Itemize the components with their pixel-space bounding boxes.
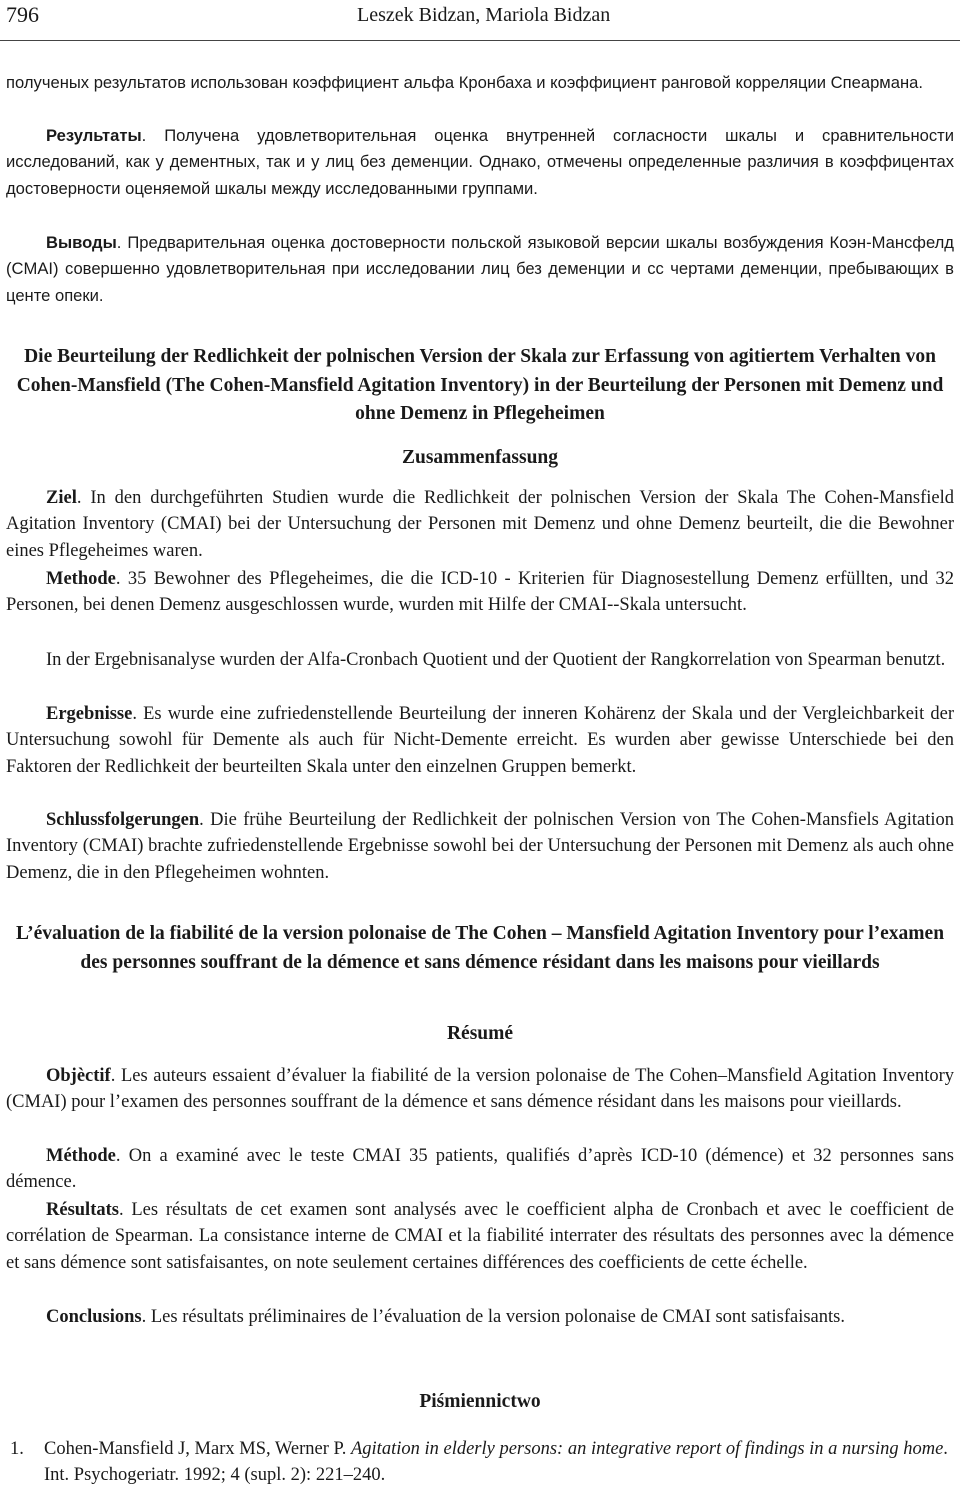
de-aim-text: . In den durchgeführten Studien wurde die Redlichkeit der polnischen Version der Skala The Cohen-Mansfield Agitation Inventory (CMAI) bei der Untersuchung der Personen mit Demenz und ohne Demenz beurteilt, die die Bewohner eines Pflegeheimes waren. (6, 488, 954, 561)
fr-paragraph-conclusions (6, 1304, 954, 1330)
de-method-label: Methode (46, 569, 116, 589)
fr-conclusions-text: . Les résultats préliminaires de l’évaluation de la version polonaise de CMAI sont satisfaisants. (141, 1307, 845, 1327)
references-heading: Piśmiennictwo (419, 1391, 541, 1412)
page-header (0, 0, 960, 41)
fr-method-text: . On a examiné avec le teste CMAI 35 patients, qualifiés d’après ICD-10 (démence) et 32 personnes sans démence. (6, 1146, 954, 1193)
reference-authors: Cohen-Mansfield J, Marx MS, Werner P. (44, 1439, 351, 1459)
reference-number: 1. (10, 1439, 24, 1459)
ru-paragraph-methods-end (6, 70, 954, 96)
fr-results-text: . Les résultats de cet examen sont analysés avec le coefficient alpha de Cronbach et avec le coefficient de corrélation de Spearman. La consistance interne de CMAI et la fiabilité interrater des résultats des personnes avec la démence et sans démence sont satisfaisantes, on note seulement certaines différences des coefficients de cette échelle. (6, 1200, 954, 1273)
ru-conclusions-text: . Предварительная оценка достоверности польской языковой версии шкалы возбуждения Коэн-Мансфелд (CMAI) совершенно удовлетворительная при исследовании лиц без деменции и сс чертами деменции, пребывающих в центе опеки. (6, 233, 954, 305)
de-paragraph-aim (6, 485, 954, 564)
fr-paragraph-objective (6, 1063, 954, 1116)
de-paragraph-method (6, 566, 954, 619)
de-aim-label: Ziel (46, 488, 77, 508)
page-number: 796 (6, 2, 39, 27)
ru-methods-text: полученых результатов использован коэффициент альфа Кронбаха и коэффициент ранговой корреляции Спеармана. (6, 73, 923, 92)
de-results-label: Ergebnisse (46, 704, 133, 724)
reference-body (44, 1436, 954, 1489)
de-conclusions-text: . Die frühe Beurteilung der Redlichkeit der polnischen Version von The Cohen-Mansfiels Agitation Inventory (CMAI) brachte zufriedenstellende Ergebnisse sowohl bei der Untersuchung der Personen mit Demenz als auch ohne Demenz, die in den Pflegeheimen wohnten. (6, 810, 954, 883)
de-analysis-text: In der Ergebnisanalyse wurden der Alfa-Cronbach Quotient und der Quotient der Rangkorrelation von Spearman benutzt. (46, 650, 946, 670)
ru-results-label: Результаты (46, 126, 142, 145)
fr-title: L’évaluation de la fiabilité de la version polonaise de The Cohen – Mansfield Agitation Inventory pour l’examen des personnes souffrant de la démence et sans démence résidant dans les maisons pour vieillards (15, 923, 945, 973)
fr-method-label: Méthode (46, 1146, 116, 1166)
ru-results-text: . Получена удовлетворительная оценка внутренней согласности шкалы и сравнительности исследований, как у дементных, так и у лиц без деменции. Однако, отмечены определенные различия в коэффицентах достоверности оценяемой шкалы между исследованными группами. (6, 126, 954, 198)
ru-conclusions-label: Выводы (46, 233, 117, 252)
reference-title: Agitation in elderly persons: an integrative report of findings in a nursing home (350, 1439, 944, 1459)
fr-summary-heading: Résumé (446, 1023, 514, 1044)
ru-paragraph-results (6, 123, 954, 202)
de-paragraph-results (6, 701, 954, 780)
fr-paragraph-method (6, 1143, 954, 1196)
de-summary-heading: Zusammenfassung (401, 447, 559, 468)
de-method-text: . 35 Bewohner des Pflegeheimes, die die ICD-10 - Kriterien für Diagnosestellung Demenz erfüllten, und 32 Personen, bei denen Demenz ausgeschlossen wurde, wurden mit Hilfe der CMAI--Skala untersucht. (6, 569, 954, 616)
ru-paragraph-conclusions (6, 230, 954, 309)
de-paragraph-analysis (6, 647, 954, 673)
de-results-text: . Es wurde eine zufriedenstellende Beurteilung der inneren Kohärenz der Skala und der Vergleichbarkeit der Untersuchung sowohl für Demente als auch für Nicht-Demente erreicht. Es wurden aber gewisse Unterschiede bei den Faktoren der Redlichkeit der beurteilten Skala unter den einzelnen Gruppen bemerkt. (6, 704, 954, 777)
de-conclusions-label: Schlussfolgerungen (46, 810, 200, 830)
de-paragraph-conclusions (6, 807, 954, 886)
fr-objective-text: . Les auteurs essaient d’évaluer la fiabilité de la version polonaise de The Cohen–Mansfield Agitation Inventory (CMAI) pour l’examen des personnes souffrant de la démence et sans démence résidant dans les maisons pour vieillards. (6, 1066, 954, 1113)
fr-objective-label: Objèctif (46, 1066, 111, 1086)
reference-source: . Int. Psychogeriatr. 1992; 4 (supl. 2): 221–240. (44, 1439, 948, 1486)
fr-conclusions-label: Conclusions (46, 1307, 142, 1327)
fr-paragraph-results (6, 1197, 954, 1276)
de-title: Die Beurteilung der Redlichkeit der polnischen Version der Skala zur Erfassung von agitiertem Verhalten von Cohen-Mansfield (The Cohen-Mansfield Agitation Inventory) in der Beurteilung der Personen mit Demenz und ohne Demenz in Pflegeheimen (16, 346, 944, 424)
reference-item (6, 1436, 954, 1489)
fr-results-label: Résultats (46, 1200, 119, 1220)
running-head-authors: Leszek Bidzan, Mariola Bidzan (357, 4, 611, 26)
